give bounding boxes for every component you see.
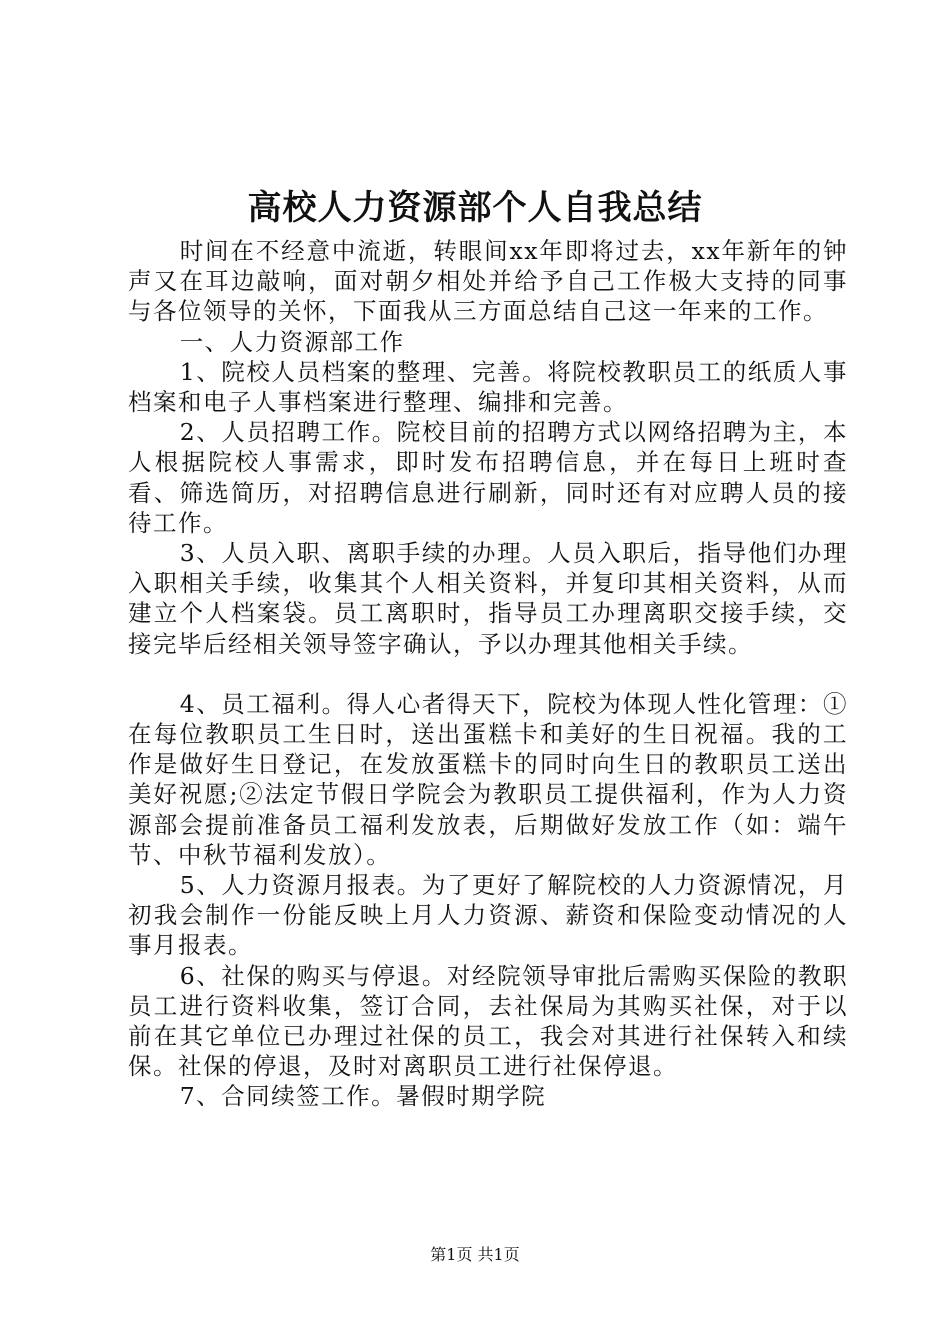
document-title: 高校人力资源部个人自我总结 [247, 188, 703, 228]
paragraph-item-7: 7、合同续签工作。暑假时期学院 [179, 1082, 547, 1111]
page-footer: 第1页 共1页 [430, 1245, 520, 1264]
paragraph-intro: 时间在不经意中流逝，转眼间xx年即将过去，xx年新年的钟声又在耳边敲响，面对朝夕相处并给予自己工作极大支持的同事与各位领导的关怀，下面我从三方面总结自己这一年来的工作。 [128, 237, 848, 326]
paragraph-item-2: 2、人员招聘工作。院校目前的招聘方式以网络招聘为主，本人根据院校人事需求，即时发布招聘信息，并在每日上班时查看、筛选简历，对招聘信息进行刷新，同时还有对应聘人员的接待工作。 [128, 418, 848, 537]
paragraph-item-3: 3、人员入职、离职手续的办理。人员入职后，指导他们办理入职相关手续，收集其个人相关资料，并复印其相关资料，从而建立个人档案袋。员工离职时，指导员工办理离职交接手续，交接完毕后经相关领导签字确认，予以办理其他相关手续。 [128, 539, 848, 658]
paragraph-item-5: 5、人力资源月报表。为了更好了解院校的人力资源情况，月初我会制作一份能反映上月人力资源、薪资和保险变动情况的人事月报表。 [128, 871, 848, 960]
section-heading: 一、人力资源部工作 [179, 327, 405, 356]
paragraph-item-1: 1、院校人员档案的整理、完善。将院校教职员工的纸质人事档案和电子人事档案进行整理、编排和完善。 [128, 357, 848, 417]
document-body [128, 236, 848, 1112]
paragraph-item-6: 6、社保的购买与停退。对经院领导审批后需购买保险的教职员工进行资料收集，签订合同，去社保局为其购买社保，对于以前在其它单位已办理过社保的员工，我会对其进行社保转入和续保。社保的停退，及时对离职员工进行社保停退。 [128, 961, 848, 1081]
paragraph-item-4: 4、员工福利。得人心者得天下，院校为体现人性化管理：①在每位教职员工生日时，送出蛋糕卡和美好的生日祝福。我的工作是做好生日登记，在发放蛋糕卡的同时向生日的教职员工送出美好祝愿;②法定节假日学院会为教职员工提供福利，作为人力资源部会提前准备员工福利发放表，后期做好发放工作（如：端午节、中秋节福利发放）。 [128, 689, 848, 869]
